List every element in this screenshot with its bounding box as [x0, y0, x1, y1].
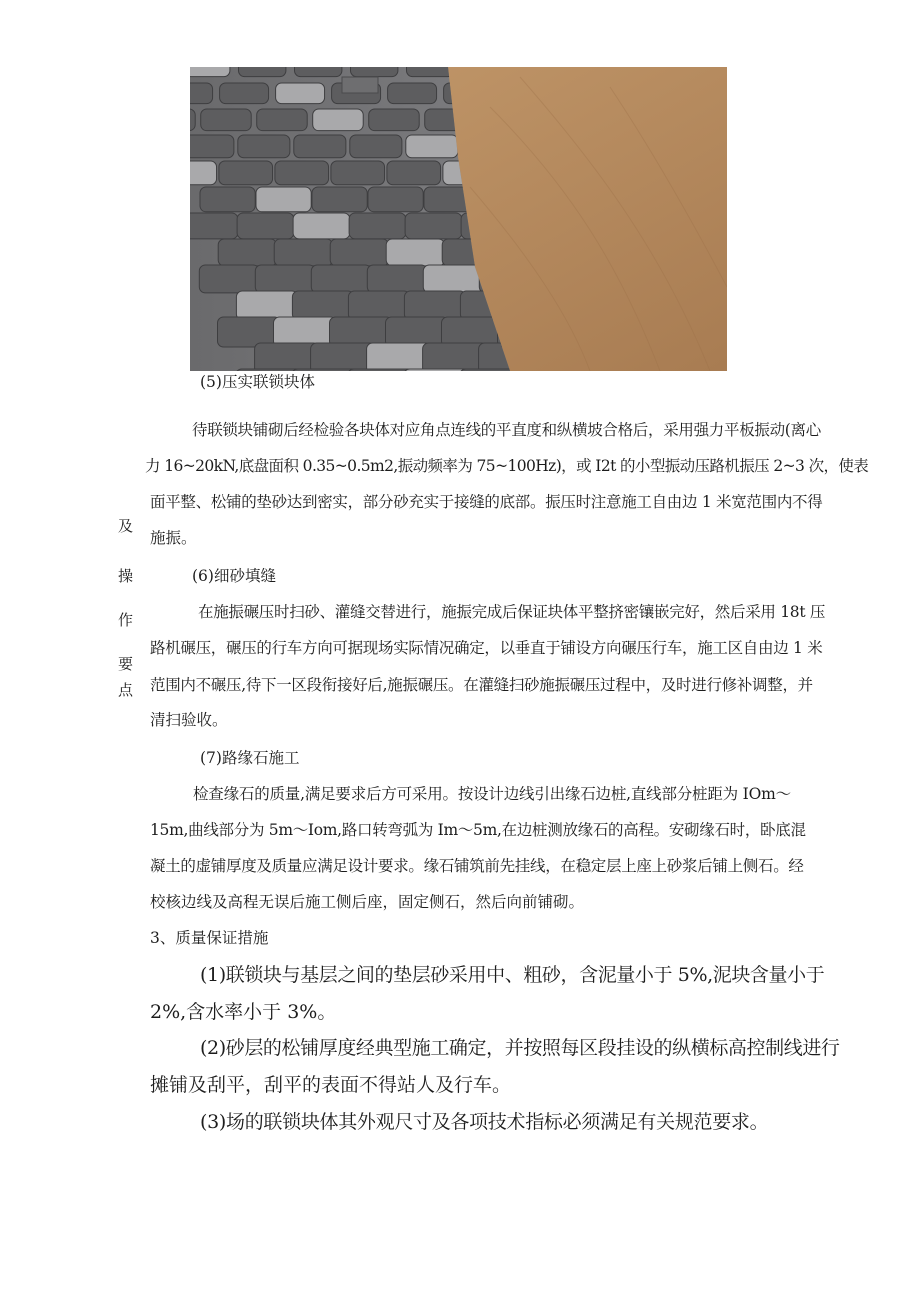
paving-brick: [220, 83, 269, 104]
paving-brick: [274, 239, 332, 266]
paving-brick: [368, 187, 423, 212]
paving-brick: [312, 187, 367, 212]
sec7-line: 校核边线及高程无误后施工侧后座，固定侧石，然后向前铺砌。: [150, 893, 585, 911]
paving-brick: [237, 213, 294, 239]
paving-brick: [311, 343, 376, 371]
paving-brick: [190, 161, 217, 185]
paving-brick: [350, 135, 402, 158]
sec7-line: 15m,曲线部分为 5m～Iom,路口转弯弧为 Im～5m,在边桩测放缘石的高程。安砌缘石时，卧底混: [150, 821, 806, 839]
paving-brick: [313, 109, 364, 131]
paving-brick: [190, 67, 230, 77]
paving-brick: [405, 213, 462, 239]
sec6-line: 在施振碾压时扫砂、灌缝交替进行，施振完成后保证块体平整挤密镶嵌完好，然后采用 18t 压: [198, 603, 826, 621]
paving-brick: [388, 83, 437, 104]
paving-brick: [311, 265, 371, 293]
paving-brick: [351, 67, 398, 77]
paving-brick: [294, 135, 346, 158]
sec5-line: 力 16~20kN,底盘面积 0.35~0.5m2,振动频率为 75~100Hz)，或 I2t 的小型振动压路机振压 2~3 次，使表: [145, 457, 869, 475]
sec5-line: 施振。: [150, 529, 197, 547]
paving-brick: [218, 239, 276, 266]
paving-brick: [238, 135, 290, 158]
sec3-item: 摊铺及刮平，刮平的表面不得站人及行车。: [150, 1074, 512, 1096]
paving-brick: [236, 291, 297, 320]
sec3-item: 2%,含水率小于 3%。: [150, 1001, 337, 1023]
sec6-line: 清扫验收。: [150, 711, 228, 729]
paving-brick: [219, 161, 273, 185]
paving-brick: [190, 135, 234, 158]
paving-brick: [292, 369, 358, 371]
paving-brick: [423, 343, 488, 371]
paving-brick: [257, 109, 308, 131]
paving-brick: [201, 109, 252, 131]
sec5-line: 面平整、松铺的垫砂达到密实，部分砂充实于接缝的底部。振压时注意施工自由边 1 米宽范围内不得: [150, 493, 823, 511]
sec7-line: 凝土的虚铺厚度及质量应满足设计要求。缘石铺筑前先挂线，在稳定层上座上砂浆后铺上侧石。经: [150, 857, 804, 875]
paving-brick: [256, 187, 311, 212]
paving-brick: [387, 161, 441, 185]
paving-brick: [369, 109, 420, 131]
paving-brick: [200, 187, 255, 212]
sec7-line: 检查缘石的质量,满足要求后方可采用。按设计边线引出缘石边桩,直线部分桩距为 IOm～: [193, 785, 791, 803]
paving-brick: [404, 291, 465, 320]
paving-brick: [190, 109, 195, 131]
sec6-line: 范围内不碾压,待下一区段衔接好后,施振碾压。在灌缝扫砂施振碾压过程中，及时进行修补调整，并: [150, 676, 813, 694]
paving-brick: [349, 213, 406, 239]
sec5-line: 待联锁块铺砌后经检验各块体对应角点连线的平直度和纵横坡合格后，采用强力平板振动(离心: [192, 421, 821, 439]
paving-brick: [367, 265, 427, 293]
paving-brick: [331, 161, 385, 185]
sec7-heading: (7)路缘石施工: [200, 749, 300, 767]
paving-brick: [199, 265, 259, 293]
side-char: 点: [118, 681, 134, 699]
paving-brick: [407, 67, 454, 77]
sec6-line: 路机碾压，碾压的行车方向可据现场实际情况确定，以垂直于铺设方向碾压行车，施工区自由边 1 米: [150, 639, 823, 657]
paving-brick: [423, 265, 483, 293]
sec3-item: (3)场的联锁块体其外观尺寸及各项技术指标必须满足有关规范要求。: [200, 1111, 769, 1133]
paving-brick: [406, 135, 458, 158]
sec3-item: (1)联锁块与基层之间的垫层砂采用中、粗砂，含泥量小于 5%,泥块含量小于: [200, 964, 825, 986]
sec6-heading: (6)细砂填缝: [192, 567, 276, 585]
loose-brick: [342, 77, 378, 93]
paving-brick: [190, 83, 213, 104]
paving-brick: [348, 291, 409, 320]
paving-photo: [190, 67, 727, 371]
paving-photo-graphic: [190, 67, 727, 371]
paving-brick: [190, 213, 238, 239]
side-char: 要: [118, 655, 134, 673]
paving-brick: [276, 83, 325, 104]
paving-brick: [348, 369, 414, 371]
paving-brick: [295, 67, 342, 77]
paving-brick: [255, 343, 320, 371]
paving-brick: [236, 369, 302, 371]
side-char: 及: [118, 517, 134, 535]
paving-brick: [404, 369, 470, 371]
paving-brick: [239, 67, 286, 77]
sec3-heading: 3、质量保证措施: [150, 929, 269, 947]
sec3-item: (2)砂层的松铺厚度经典型施工确定，并按照每区段挂设的纵横标高控制线进行: [200, 1037, 840, 1059]
sec5-heading: (5)压实联锁块体: [200, 373, 315, 391]
paving-brick: [386, 239, 444, 266]
side-char: 操: [118, 567, 134, 585]
paving-brick: [293, 213, 350, 239]
paving-brick: [330, 239, 388, 266]
paving-brick: [275, 161, 329, 185]
paving-brick: [367, 343, 432, 371]
paving-brick: [255, 265, 315, 293]
paving-brick: [292, 291, 353, 320]
side-char: 作: [118, 611, 134, 629]
